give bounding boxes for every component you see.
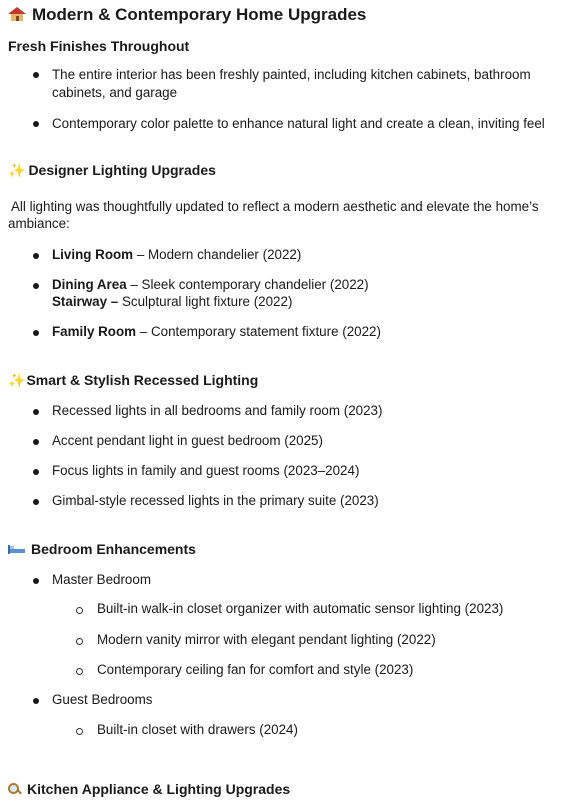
bullet (33, 469, 39, 475)
sub-bullet (76, 638, 83, 645)
item-text: – Sleek contemporary chandelier (2022) (126, 277, 369, 292)
section-heading-text: Kitchen Appliance & Lighting Upgrades (27, 781, 291, 797)
bed-icon (8, 545, 25, 554)
list-item: Contemporary color palette to enhance natural light and create a clean, inviting feel (52, 116, 545, 131)
item-text: – Modern chandelier (2022) (133, 247, 302, 262)
list-item: Recessed lights in all bedrooms and family room (2023) (52, 403, 383, 418)
section-heading-lighting (8, 162, 216, 179)
bullet (33, 698, 39, 704)
magnifying-glass-icon (8, 783, 21, 796)
section-heading-bedroom (8, 541, 196, 557)
intro-text: All lighting was thoughtfully updated to reflect a modern aesthetic and elevate the home’s (11, 199, 539, 214)
section-heading-finishes: Fresh Finishes Throughout (8, 38, 190, 54)
item-label: Dining Area (52, 277, 127, 292)
bullet (33, 253, 39, 259)
house-icon (8, 7, 26, 21)
list-item: Focus lights in family and guest rooms (2023–2024) (52, 463, 360, 478)
item-text: – Contemporary statement fixture (2022) (136, 324, 381, 339)
list-item (52, 276, 369, 294)
sub-bullet (76, 607, 83, 614)
item-text: Sculptural light fixture (2022) (118, 294, 293, 309)
bullet (33, 283, 39, 289)
list-item (52, 293, 292, 311)
sub-bullet (76, 728, 83, 735)
list-item: The entire interior has been freshly painted, including kitchen cabinets, bathroom (52, 67, 531, 82)
list-item (52, 323, 381, 341)
list-item: Gimbal-style recessed lights in the primary suite (2023) (52, 493, 379, 508)
item-label: Family Room (52, 324, 137, 339)
list-item: Accent pendant light in guest bedroom (2025) (52, 433, 323, 448)
bullet (33, 499, 39, 505)
list-item: Guest Bedrooms (52, 692, 153, 707)
bullet (33, 330, 39, 336)
list-item: Master Bedroom (52, 572, 151, 587)
bullet (33, 578, 39, 584)
section-heading-recessed (8, 372, 258, 389)
page-title (8, 5, 366, 25)
sub-list-item: Built-in closet with drawers (2024) (97, 722, 298, 737)
sub-list-item: Built-in walk-in closet organizer with automatic sensor lighting (2023) (97, 601, 504, 616)
section-heading-text: Smart & Stylish Recessed Lighting (26, 372, 259, 388)
item-label: Living Room (52, 247, 134, 262)
bullet (33, 72, 39, 78)
sparkles-icon: ✨ (8, 372, 26, 388)
sub-bullet (76, 668, 83, 675)
sparkles-icon: ✨ (8, 162, 26, 178)
sub-list-item: Contemporary ceiling fan for comfort and style (2023) (97, 662, 414, 677)
sub-list-item: Modern vanity mirror with elegant pendant lighting (2022) (97, 632, 436, 647)
bullet (33, 121, 39, 127)
list-item-continued: cabinets, and garage (52, 85, 178, 100)
bullet (33, 439, 39, 445)
bullet (33, 409, 39, 415)
section-heading-kitchen (8, 781, 290, 797)
list-item (52, 246, 301, 264)
section-heading-text: Designer Lighting Upgrades (28, 162, 216, 178)
section-heading-text: Bedroom Enhancements (31, 541, 196, 557)
item-label: Stairway – (52, 294, 119, 309)
page-title-text: Modern & Contemporary Home Upgrades (32, 5, 367, 24)
intro-text-continued: ambiance: (8, 216, 70, 231)
